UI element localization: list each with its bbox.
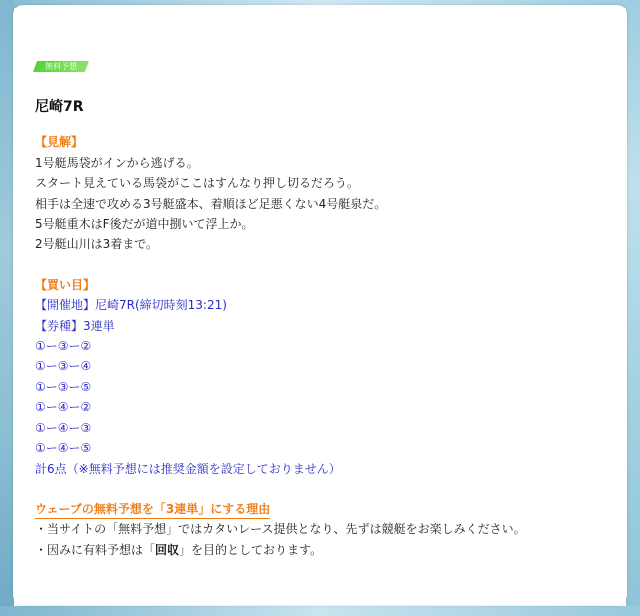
analysis-line: 相手は全速で攻める3号艇盛本、着順ほど足悪くない4号艇泉だ。 — [35, 196, 387, 211]
bet-combo: ①ー③ー② — [35, 339, 92, 354]
reason-line-1: ・当サイトの「無料予想」ではカタいレース提供となり、先ずは競艇をお楽しみください。 — [35, 522, 526, 537]
analysis-line: 1号艇馬袋がインから逃げる。 — [35, 155, 199, 170]
race-title: 尼崎7R — [35, 99, 84, 116]
bet-combo: ①ー③ー④ — [35, 359, 92, 374]
bet-combo: ①ー④ー② — [35, 400, 92, 415]
venue-line: 【開催地】尼崎7R(締切時刻13:21) — [35, 298, 227, 313]
reason-line-2-pre: ・因みに有料予想は「 — [35, 542, 156, 557]
analysis-line: 2号艇山川は3着まで。 — [35, 237, 159, 252]
bet-total: 計6点（※無料予想には推奨金額を設定しておりません） — [35, 461, 341, 476]
analysis-heading: 【見解】 — [35, 135, 84, 150]
reason-line-2-post: 」を目的としております。 — [179, 542, 323, 557]
bet-combo: ①ー④ー③ — [35, 420, 92, 435]
article-body — [35, 55, 605, 560]
content-card — [13, 5, 627, 605]
reason-line-2-bold: 回収 — [155, 542, 180, 557]
bets-heading: 【買い目】 — [35, 277, 96, 292]
bet-combo: ①ー③ー⑤ — [35, 379, 92, 394]
ticket-type-line: 【券種】3連単 — [35, 318, 115, 333]
bet-combo: ①ー④ー⑤ — [35, 441, 92, 456]
free-prediction-badge — [33, 61, 89, 72]
analysis-line: スタート見えている馬袋がここはすんなり押し切るだろう。 — [35, 176, 360, 191]
background-left — [0, 0, 14, 616]
reason-heading: ウェーブの無料予想を「3連単」にする理由 — [35, 500, 270, 519]
background-bottom — [0, 606, 640, 616]
reason-line-2 — [35, 540, 605, 560]
background-right — [626, 0, 640, 616]
analysis-line: 5号艇重木はF後だが道中捌いて浮上か。 — [35, 217, 254, 232]
badge-label: 無料予想 — [45, 62, 77, 71]
